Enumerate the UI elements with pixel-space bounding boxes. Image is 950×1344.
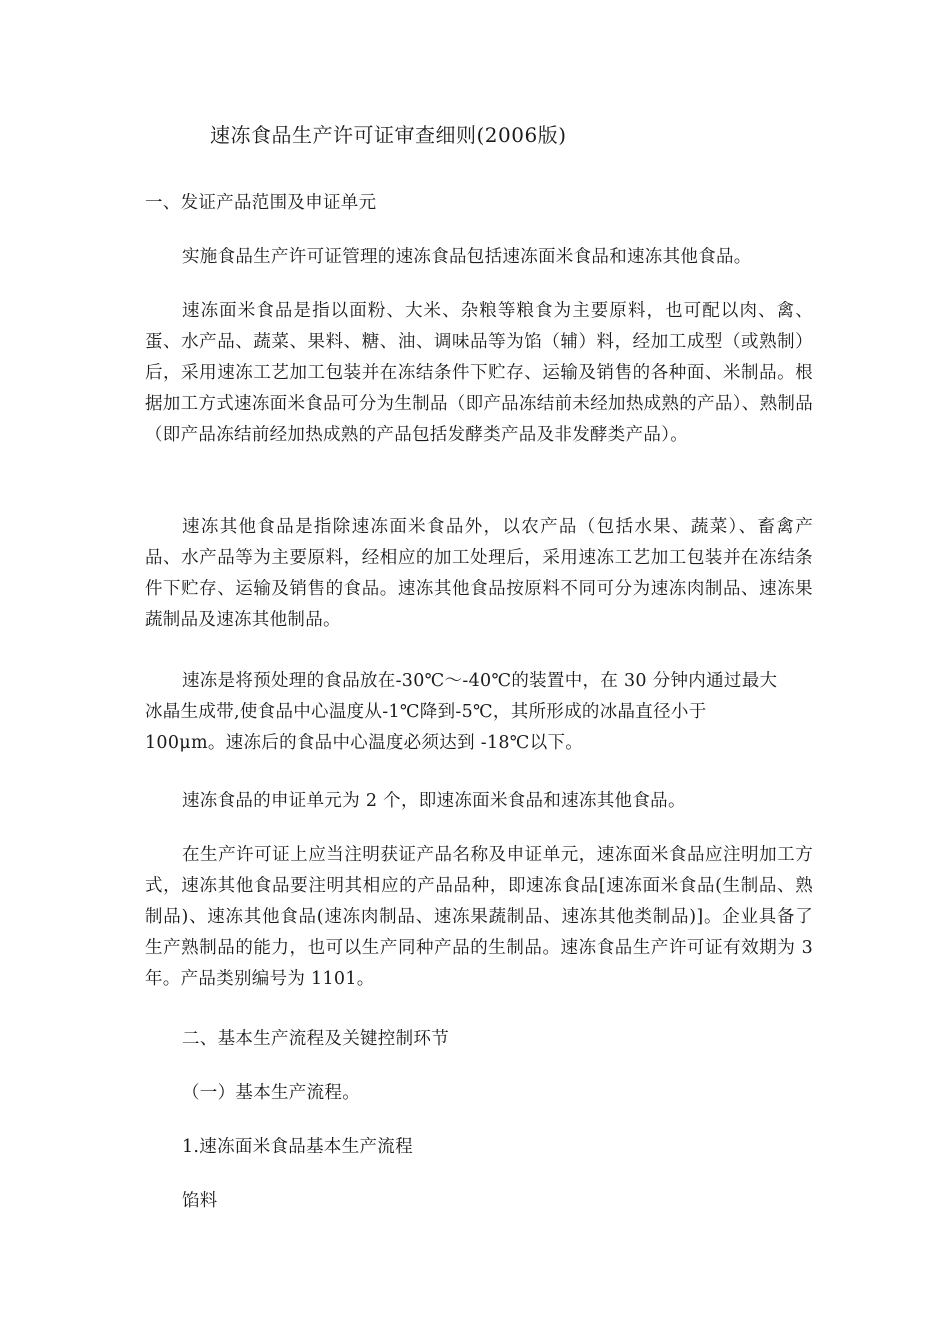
- paragraph-quick-freeze-line1: 速冻是将预处理的食品放在-30℃～-40℃的装置中，在 30 分钟内通过最大: [182, 671, 778, 691]
- flowchart-first-step: 馅料: [182, 1191, 218, 1211]
- subsection-1-heading: （一）基本生产流程。: [182, 1083, 360, 1103]
- paragraph-frozen-flour-rice-definition: 速冻面米食品是指以面粉、大米、杂粮等粮食为主要原料，也可配以肉、禽、蛋、水产品、蔬菜、果料、糖、油、调味品等为馅（辅）料，经加工成型（或熟制）后，采用速冻工艺加工包装并在冻结条件下贮存、运输及销售的各种面、米制品。根据加工方式速冻面米食品可分为生制品（即产品冻结前未经加热成熟的产品）、熟制品（即产品冻结前经加热成熟的产品包括发酵类产品及非发酵类产品）。: [145, 301, 813, 445]
- paragraph-license-notation: 在生产许可证上应当注明获证产品名称及申证单元，速冻面米食品应注明加工方式，速冻其他食品要注明其相应的产品品种，即速冻食品[速冻面米食品(生制品、熟制品)、速冻其他食品(速冻肉制品、速冻果蔬制品、速冻其他类制品)]。企业具备了生产熟制品的能力，也可以生产同种产品的生制品。速冻食品生产许可证有效期为 3 年。产品类别编号为 1101。: [145, 845, 813, 989]
- document-title: 速冻食品生产许可证审查细则(2006版): [210, 123, 567, 147]
- item-1-heading: 1.速冻面米食品基本生产流程: [182, 1137, 413, 1157]
- paragraph-quick-freeze-line3: 100μm。速冻后的食品中心温度必须达到 -18℃以下。: [145, 733, 584, 753]
- paragraph-quick-freeze-line2: 冰晶生成带,使食品中心温度从-1℃降到-5℃，其所形成的冰晶直径小于: [145, 702, 707, 722]
- paragraph-application-units: 速冻食品的申证单元为 2 个，即速冻面米食品和速冻其他食品。: [182, 791, 686, 811]
- section-2-heading: 二、基本生产流程及关键控制环节: [182, 1029, 449, 1049]
- paragraph-scope-intro: 实施食品生产许可证管理的速冻食品包括速冻面米食品和速冻其他食品。: [182, 247, 752, 267]
- paragraph-frozen-other-definition: 速冻其他食品是指除速冻面米食品外，以农产品（包括水果、蔬菜）、畜禽产品、水产品等为主要原料，经相应的加工处理后，采用速冻工艺加工包装并在冻结条件下贮存、运输及销售的食品。速冻其他食品按原料不同可分为速冻肉制品、速冻果蔬制品及速冻其他制品。: [145, 517, 813, 630]
- section-1-heading: 一、发证产品范围及申证单元: [145, 193, 377, 213]
